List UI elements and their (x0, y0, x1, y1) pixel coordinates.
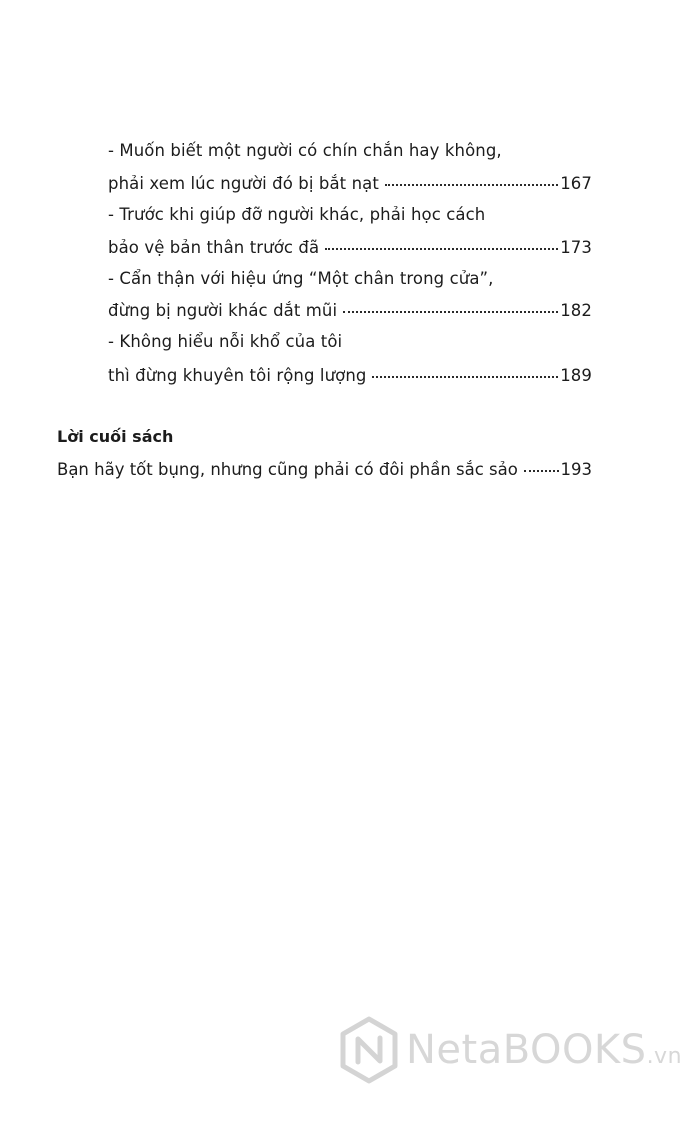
dot-leader (372, 375, 558, 378)
toc-entry-1-line1: - Muốn biết một người có chín chắn hay không, (108, 141, 502, 160)
toc-entry-3-page: 182 (560, 301, 592, 320)
netabooks-n-logo-icon (338, 1016, 400, 1084)
toc-entry-4-page: 189 (560, 366, 592, 385)
toc-entry-3[interactable] (108, 300, 592, 322)
toc-entry-3-line1: - Cẩn thận với hiệu ứng “Một chân trong cửa”, (108, 269, 494, 288)
dot-leader (325, 247, 558, 250)
watermark-brand (406, 1027, 682, 1073)
toc-entry-1-page: 167 (560, 174, 592, 193)
dot-leader (524, 469, 559, 472)
toc-entry-3-line2: đừng bị người khác dắt mũi (108, 301, 338, 320)
watermark-domain-suffix: .vn (646, 1044, 683, 1069)
toc-entry-2-line1: - Trước khi giúp đỡ người khác, phải học cách (108, 205, 486, 224)
toc-entry-4-line2: thì đừng khuyên tôi rộng lượng (108, 366, 367, 385)
dot-leader (343, 310, 558, 313)
toc-entry-1[interactable] (108, 173, 592, 195)
toc-entry-2-line2: bảo vệ bản thân trước đã (108, 238, 320, 257)
toc-entry-4-line1: - Không hiểu nỗi khổ của tôi (108, 332, 343, 351)
toc-entry-4[interactable] (108, 365, 592, 387)
afterword-heading: Lời cuối sách (57, 427, 174, 446)
toc-entry-2-page: 173 (560, 238, 592, 257)
toc-entry-2[interactable] (108, 237, 592, 259)
afterword-text: Bạn hãy tốt bụng, nhưng cũng phải có đôi phần sắc sảo (57, 460, 518, 479)
watermark-brand-name: NetaBOOKS (406, 1027, 647, 1073)
afterword-entry[interactable] (57, 459, 592, 481)
toc-entry-1-line2: phải xem lúc người đó bị bắt nạt (108, 174, 379, 193)
dot-leader (385, 183, 558, 186)
afterword-page: 193 (560, 460, 592, 479)
netabooks-watermark (338, 1014, 683, 1086)
